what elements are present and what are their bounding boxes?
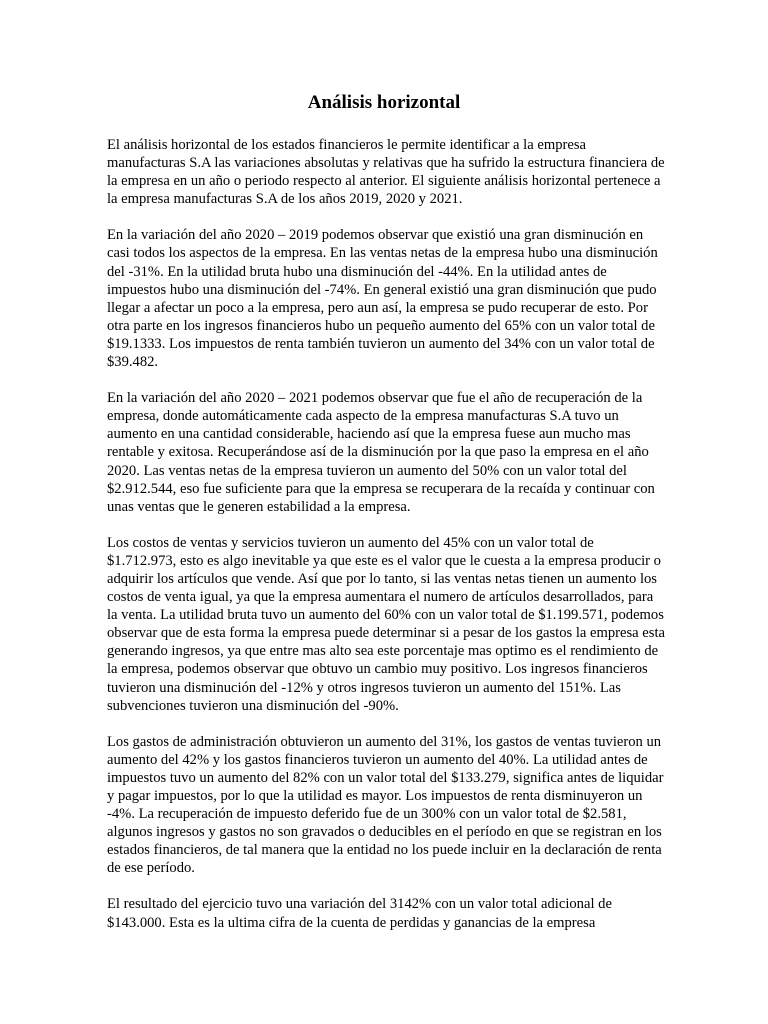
document-title: Análisis horizontal [307, 92, 461, 113]
paragraph-variation-2020-2019: En la variación del año 2020 – 2019 podemos observar que existió una gran disminución en casi todos los aspectos de la empresa. En las ventas netas de la empresa hubo una disminución del -31%. En la utilidad bruta hubo una disminución del -44%. En la utilidad antes de impuestos hubo una disminución del -74%. En general existió una gran disminución que pudo llegar a afectar un poco a la empresa, pero aun así, la empresa se pudo recuperar de esto. Por otra parte en los ingresos financieros hubo un pequeño aumento del 65% con un valor total de $19.1333. Los impuestos de renta también tuvieron un aumento del 34% con un valor total de $39.482. [107, 227, 658, 371]
paragraph-intro: El análisis horizontal de los estados financieros le permite identificar a la empresa manufacturas S.A las variaciones absolutas y relativas que ha sufrido la estructura financiera de la empresa en un año o periodo respecto al anterior. El siguiente análisis horizontal pertenece a la empresa manufacturas S.A de los años 2019, 2020 y 2021. [107, 137, 665, 208]
paragraph-result: El resultado del ejercicio tuvo una variación del 3142% con un valor total adicional de $143.000. Esta es la ultima cifra de la cuenta de perdidas y ganancias de la empresa [107, 896, 612, 931]
paragraph-expenses: Los gastos de administración obtuvieron un aumento del 31%, los gastos de ventas tuvieron un aumento del 42% y los gastos financieros tuvieron un aumento del 40%. La utilidad antes de impuestos tuvo un aumento del 82% con un valor total del $133.279, significa antes de liquidar y pagar impuestos, por lo que la utilidad es mayor. Los impuestos de renta disminuyeron un -4%. La recuperación de impuesto deferido fue de un 300% con un valor total de $2.581, algunos ingresos y gastos no son gravados o deducibles en el período en que se registran en los estados financieros, de tal manera que la entidad no los puede incluir en la declaración de renta de ese período. [107, 733, 664, 877]
paragraph-costs-of-sales: Los costos de ventas y servicios tuvieron un aumento del 45% con un valor total de $1.712.973, esto es algo inevitable ya que este es el valor que le cuesta a la empresa producir o adquirir los artículos que vende. Así que por lo tanto, si las ventas netas tienen un aumento los costos de venta igual, ya que la empresa aumentara el numero de artículos desarrollados, para la venta. La utilidad bruta tuvo un aumento del 60% con un valor total de $1.199.571, podemos observar que de esta forma la empresa puede determinar si a pesar de los gastos la empresa esta generando ingresos, ya que entre mas alto sea este porcentaje mas optimo es el rendimiento de la empresa, podemos observar que obtuvo un cambio muy positivo. Los ingresos financieros tuvieron una disminución del -12% y otros ingresos tuvieron un aumento del 151%. Las subvenciones tuvieron una disminución del -90%. [107, 534, 665, 714]
document-body [107, 136, 665, 950]
paragraph-variation-2020-2021: En la variación del año 2020 – 2021 podemos observar que fue el año de recuperación de la empresa, donde automáticamente cada aspecto de la empresa manufacturas S.A tuvo un aumento en una cantidad considerable, haciendo así que la empresa fuese aun mucho mas rentable y exitosa. Recuperándose así de la disminución por la que paso la empresa en el año 2020. Las ventas netas de la empresa tuvieron un aumento del 50% con un valor total del $2.912.544, eso fue suficiente para que la empresa se recuperara de la recaída y continuar con unas ventas que le generen estabilidad a la empresa. [107, 390, 655, 515]
